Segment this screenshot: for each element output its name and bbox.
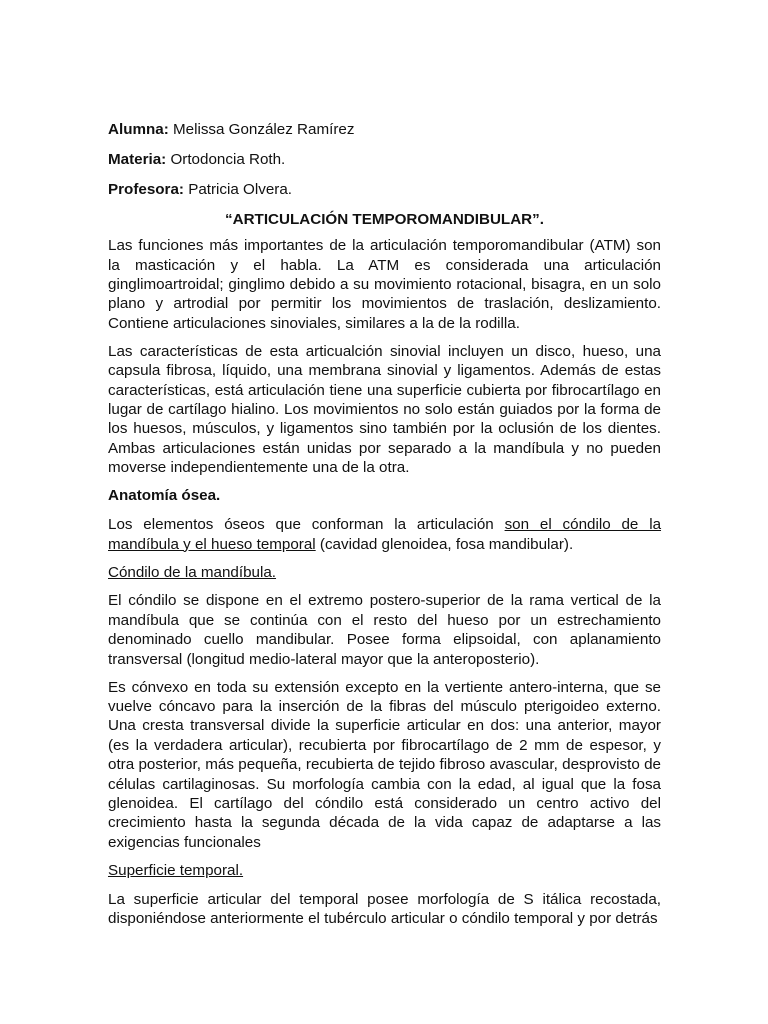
document-page <box>108 120 661 937</box>
student-name: Melissa González Ramírez <box>168 121 355 138</box>
teacher-line <box>108 180 661 199</box>
heading-temporal-surface: Superficie temporal. <box>108 861 244 879</box>
heading-mandible-condyle: Cóndilo de la mandíbula. <box>108 563 277 581</box>
paragraph-bone-elements-underlined: son el cóndilo de la mandíbula y el hueso temporal <box>108 516 662 553</box>
paragraph-intro: Las funciones más importantes de la articulación temporomandibular (ATM) son la masticación y el habla. La ATM es considerada una articulación ginglimoartroidal; ginglimo debido a su movimiento rotacional, bisagra, en un solo plano y artrodial por permitir los movimientos de traslación, deslizamiento. Contiene articulaciones sinoviales, similares a la de la rodilla. <box>108 237 661 332</box>
student-label: Alumna: <box>108 121 169 138</box>
teacher-label: Profesora: <box>108 180 184 198</box>
paragraph-bone-elements-tail: (cavidad glenoidea, fosa mandibular). <box>315 535 574 553</box>
paragraph-bone-elements <box>108 515 661 554</box>
subject-label: Materia: <box>108 150 167 168</box>
paragraph-bone-elements-lead: Los elementos óseos que conforman la articulación <box>108 516 505 534</box>
paragraph-characteristics: Las características de esta articualción sinovial incluyen un disco, hueso, una capsula fibrosa, líquido, una membrana sinovial y ligamentos. Además de estas características, está articulación tiene una superficie cubierta por fibrocartílago en lugar de cartílago hialino. Los movimientos no solo están guiados por la forma de los huesos, músculos, y ligamentos sino también por la oclusión de los dientes. Ambas articulaciones están unidas por separado a la mandíbula y no pueden moverse independientemente una de la otra. <box>108 342 661 477</box>
paragraph-condyle-position: El cóndilo se dispone en el extremo postero-superior de la rama vertical de la mandíbula que se continúa con el resto del hueso por un estrechamiento denominado cuello mandibular. Posee forma elipsoidal, con aplanamiento transversal (longitud medio-lateral mayor que la anteroposterio). <box>108 592 661 668</box>
student-line <box>108 120 661 139</box>
paragraph-condyle-shape: Es cónvexo en toda su extensión excepto en la vertiente antero-interna, que se vuelve cóncavo para la inserción de la fibras del músculo pterigoideo externo. Una cresta transversal divide la superficie articular en dos: una anterior, mayor (es la verdadera articular), recubierta por fibrocartílago de 2 mm de espesor, y otra posterior, más pequeña, recubierta de tejido fibroso avascular, desprovisto de células cartilaginosas. Su morfología cambia con la edad, al igual que la fosa glenoidea. El cartílago del cóndilo está considerado un centro activo del crecimiento hasta la segunda década de la vida capaz de adaptarse a las exigencias funcionales <box>108 678 661 851</box>
heading-bone-anatomy: Anatomía ósea. <box>108 487 221 505</box>
document-title: “ARTICULACIÓN TEMPOROMANDIBULAR”. <box>225 210 544 228</box>
teacher-name: Patricia Olvera. <box>183 180 293 198</box>
subject-name: Ortodoncia Roth. <box>166 150 286 168</box>
paragraph-temporal-surface: La superficie articular del temporal posee morfología de S itálica recostada, disponiéndose anteriormente el tubérculo articular o cóndilo temporal y por detrás <box>108 890 661 928</box>
subject-line <box>108 150 661 169</box>
